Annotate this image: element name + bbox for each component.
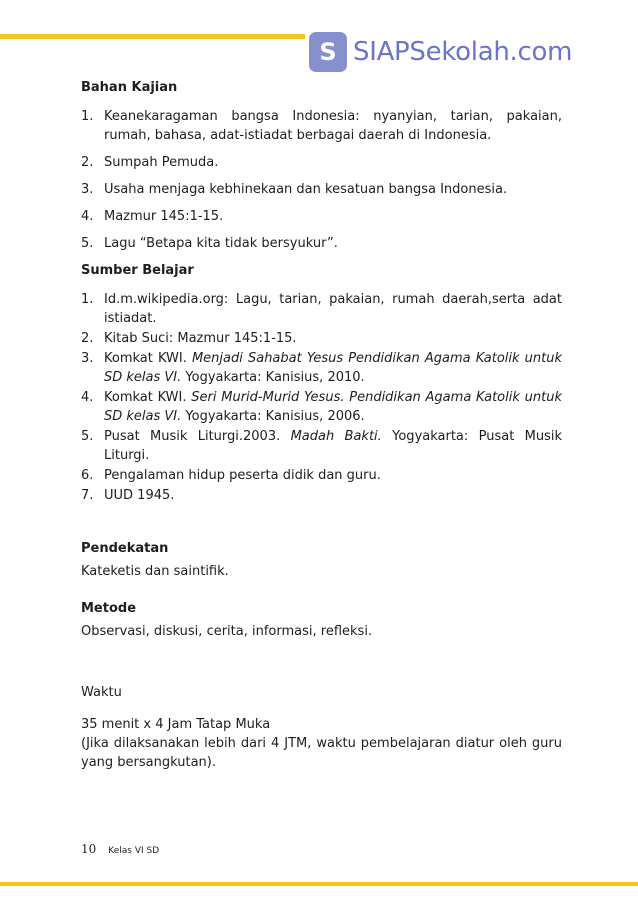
list-item: 2. Sumpah Pemuda.	[81, 155, 219, 170]
metode-text: Observasi, diskusi, cerita, informasi, refleksi.	[81, 624, 373, 639]
list-item: 4. Komkat KWI. Seri Murid-Murid Yesus. Pendidikan Agama Katolik untuk SD kelas VI. Yogyakarta: Kanisius, 2006.	[81, 390, 562, 424]
heading-bahan-kajian: Bahan Kajian	[81, 80, 178, 95]
list-item: 2. Kitab Suci: Mazmur 145:1-15.	[81, 331, 297, 346]
list-item: 3. Usaha menjaga kebhinekaan dan kesatuan bangsa Indonesia.	[81, 182, 508, 197]
sumber-belajar-list	[81, 290, 562, 505]
page-number: 10	[81, 842, 97, 856]
heading-metode: Metode	[81, 601, 137, 616]
heading-sumber-belajar: Sumber Belajar	[81, 263, 194, 278]
list-item: 3. Komkat KWI. Menjadi Sahabat Yesus Pendidikan Agama Katolik untuk SD kelas VI. Yogyakarta: Kanisius, 2010.	[81, 351, 562, 385]
list-item: 5. Pusat Musik Liturgi.2003. Madah Bakti. Yogyakarta: Pusat Musik Liturgi.	[81, 429, 562, 463]
page-footer	[81, 842, 159, 856]
list-item: 1. Keanekaragaman bangsa Indonesia: nyanyian, tarian, pakaian, rumah, bahasa, adat-istiadat berbagai daerah di Indonesia.	[81, 109, 562, 143]
waktu-line1: 35 menit x 4 Jam Tatap Muka	[81, 717, 271, 732]
bahan-kajian-list	[81, 107, 562, 253]
list-item: 1. Id.m.wikipedia.org: Lagu, tarian, pakaian, rumah daerah,serta adat istiadat.	[81, 292, 562, 326]
heading-waktu: Waktu	[81, 685, 122, 700]
footer-label: Kelas VI SD	[108, 846, 160, 856]
siapsekolah-logo	[305, 26, 638, 78]
list-item: 7. UUD 1945.	[81, 488, 175, 503]
list-item: 6. Pengalaman hidup peserta didik dan guru.	[81, 468, 381, 483]
list-item: 5. Lagu “Betapa kita tidak bersyukur”.	[81, 236, 338, 251]
logo-badge-icon: S	[309, 32, 347, 72]
logo-text: SIAPSekolah.com	[353, 37, 573, 67]
page-content	[81, 80, 562, 772]
bottom-accent-bar	[0, 882, 638, 886]
pendekatan-text: Kateketis dan saintifik.	[81, 564, 229, 579]
heading-pendekatan: Pendekatan	[81, 541, 169, 556]
waktu-line2: (Jika dilaksanakan lebih dari 4 JTM, waktu pembelajaran diatur oleh guru yang bersangkutan).	[81, 736, 562, 770]
list-item: 4. Mazmur 145:1-15.	[81, 209, 224, 224]
